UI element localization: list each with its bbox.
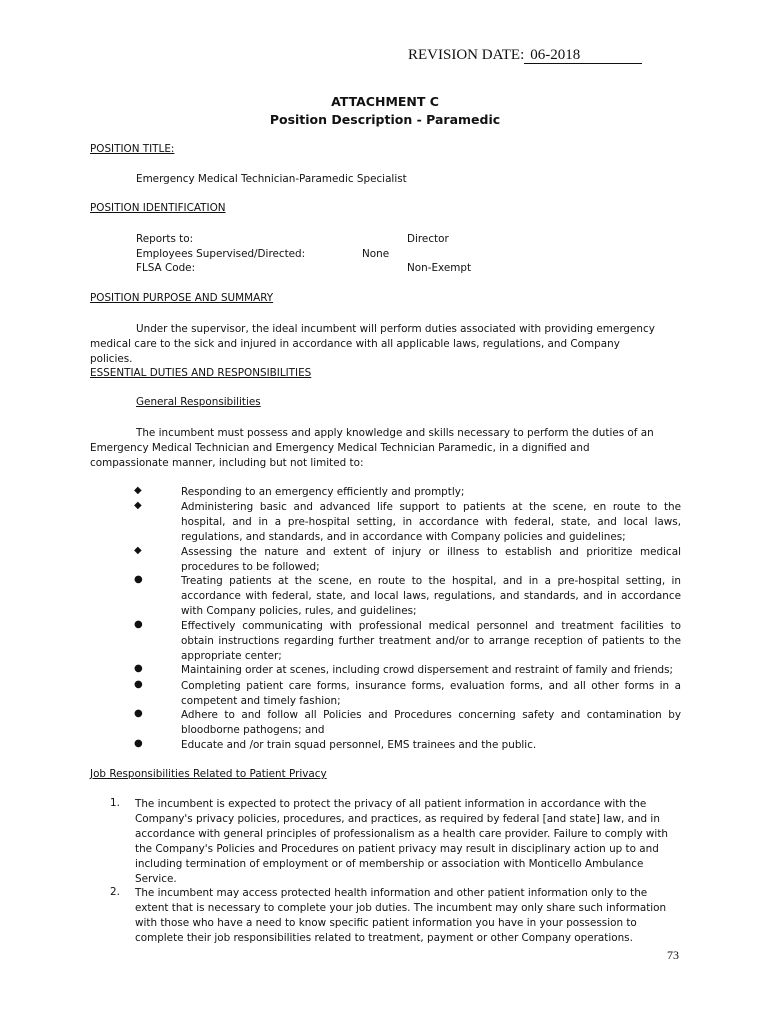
page-number: 73 xyxy=(667,948,679,962)
bullet-icon: ◆ xyxy=(134,545,142,556)
list-item: Treating patients at the scene, en route to the hospital, and in a pre-hospital setting, in accordance with federal, state, and local laws, regulations, and standards, and in accordance with Company policies, rules, and guidelines; xyxy=(181,575,681,617)
bullet-icon: ● xyxy=(134,738,143,749)
list-item: Administering basic and advanced life support to patients at the scene, en route to the hospital, and in a pre-hospital setting, in accordance with federal, state, and local laws, regulations, and standards, and in accordance with Company policies and guidelines; xyxy=(181,501,681,543)
attachment-title: ATTACHMENT C xyxy=(331,94,439,109)
revision-date xyxy=(408,47,642,64)
list-item: The incumbent is expected to protect the privacy of all patient information in accordance with the Company's privacy policies, procedures, and practices, as required by federal [and state] law, and in accordance with general principles of professionalism as a health care provider. Failure to comply with the Company's Policies and Procedures on patient privacy may result in disciplinary action up to and including termination of employment or of membership or association with Monticello Ambulance Service. xyxy=(135,798,668,885)
list-item: Adhere to and follow all Policies and Procedures concerning safety and contamination by bloodborne pathogens; and xyxy=(181,709,681,736)
bullet-icon: ● xyxy=(134,619,143,630)
bullet-icon: ● xyxy=(134,708,143,719)
list-number: 2. xyxy=(110,886,120,898)
position-identification-heading: POSITION IDENTIFICATION xyxy=(90,202,226,214)
list-item: Completing patient care forms, insurance forms, evaluation forms, and all other forms in a competent and timely fashion; xyxy=(181,680,681,707)
duties-intro: The incumbent must possess and apply knowledge and skills necessary to perform the duties of an Emergency Medical Technician and Emergency Medical Technician Paramedic, in a dignified and compassionate manner, including but not limited to: xyxy=(90,427,654,469)
bullet-icon: ● xyxy=(134,663,143,674)
bullet-icon: ◆ xyxy=(134,500,142,511)
list-item: Responding to an emergency efficiently and promptly; xyxy=(181,486,465,498)
list-item: Educate and /or train squad personnel, EMS trainees and the public. xyxy=(181,739,537,751)
supervised-value: None xyxy=(362,248,390,260)
position-title-heading: POSITION TITLE: xyxy=(90,143,175,155)
reports-to-value: Director xyxy=(407,233,449,245)
supervised-label: Employees Supervised/Directed: xyxy=(136,248,306,260)
list-item: Assessing the nature and extent of injury or illness to establish and prioritize medical procedures to be followed; xyxy=(181,546,681,573)
bullet-icon: ● xyxy=(134,679,143,690)
bullet-icon: ● xyxy=(134,574,143,585)
revision-date-label: REVISION DATE: xyxy=(408,47,525,63)
position-title-value: Emergency Medical Technician-Paramedic Specialist xyxy=(136,173,407,185)
purpose-text: Under the supervisor, the ideal incumbent will perform duties associated with providing emergency medical care to the sick and injured in accordance with all applicable laws, regulations, and Company policies. xyxy=(90,323,655,365)
list-item: The incumbent may access protected health information and other patient information only to the extent that is necessary to complete your job duties. The incumbent may only share such information with those who have a need to know specific patient information you have in your possession to complete their job responsibilities related to treatment, payment or other Company operations. xyxy=(135,887,667,944)
list-item: Effectively communicating with professional medical personnel and treatment facilities to obtain instructions regarding further treatment and/or to arrange reception of patients to the appropriate center; xyxy=(181,620,681,662)
purpose-heading: POSITION PURPOSE AND SUMMARY xyxy=(90,292,274,304)
privacy-heading: Job Responsibilities Related to Patient Privacy xyxy=(90,768,327,780)
reports-to-label: Reports to: xyxy=(136,233,194,245)
list-item: Maintaining order at scenes, including crowd dispersement and restraint of family and friends; xyxy=(181,664,674,676)
flsa-value: Non-Exempt xyxy=(407,262,472,274)
document-subtitle: Position Description - Paramedic xyxy=(269,112,501,127)
list-number: 1. xyxy=(110,797,120,809)
general-responsibilities-heading: General Responsibilities xyxy=(136,396,261,408)
duties-heading: ESSENTIAL DUTIES AND RESPONSIBILITIES xyxy=(90,367,312,379)
revision-date-value: 06-2018 xyxy=(524,48,642,64)
flsa-label: FLSA Code: xyxy=(136,262,196,274)
bullet-icon: ◆ xyxy=(134,485,142,496)
